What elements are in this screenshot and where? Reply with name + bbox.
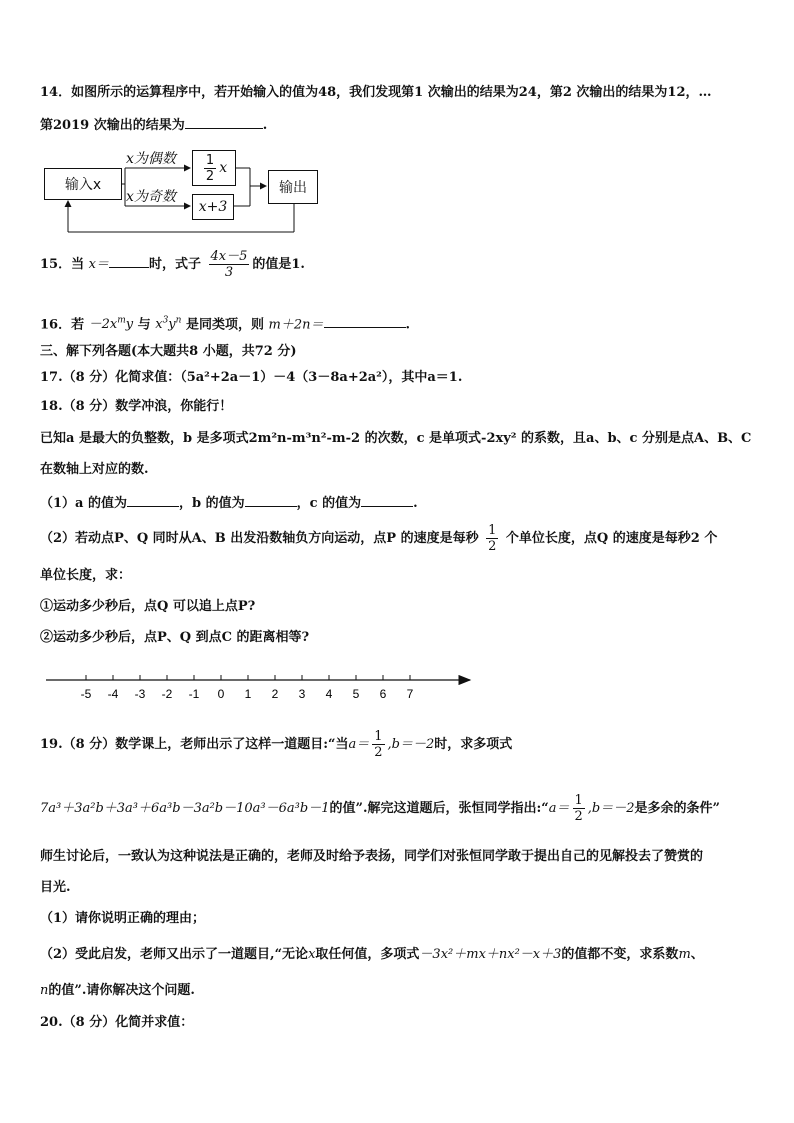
q18-c-blank[interactable] bbox=[361, 494, 413, 507]
flow-output-label: 输出 bbox=[279, 180, 307, 196]
q18-part2-line2: 单位长度，求： bbox=[40, 568, 132, 583]
q19-b-eq: ,b＝－2 bbox=[387, 737, 435, 752]
q18-line1: 已知a 是最大的负整数，b 是多项式2m²n-m³n²-m-2 的次数，c 是单项式-2xy² 的系数，且a、b、c 分别是点A、B、C bbox=[40, 431, 752, 446]
q16-pre: 16．若 bbox=[40, 317, 85, 333]
q18-line2: 在数轴上对应的数. bbox=[40, 462, 149, 477]
number-line-tick-label: -1 bbox=[188, 687, 200, 701]
flow-half-box bbox=[192, 150, 236, 186]
q19-p2-x: x bbox=[308, 947, 316, 962]
q19-a-eq: a＝ bbox=[348, 737, 370, 752]
q15-fraction bbox=[209, 249, 250, 280]
q16-term1: $-2x^my$ bbox=[88, 316, 134, 333]
q19-line2-b: ,b＝－2 bbox=[587, 801, 635, 816]
q16-answer-blank[interactable] bbox=[324, 315, 406, 328]
q16-expr: m＋2n＝ bbox=[268, 317, 324, 333]
number-line-tick-label: 4 bbox=[325, 687, 333, 701]
q16-term2: $x^3y^n$ bbox=[155, 316, 182, 333]
q16-mid: 与 bbox=[137, 317, 151, 333]
q19-p2-end: 的值”.请你解决这个问题. bbox=[48, 983, 195, 998]
number-line-tick-label: 2 bbox=[271, 687, 279, 701]
q19-line3: 师生讨论后，一致认为这种说法是正确的，老师及时给予表扬，同学们对张恒同学敢于提出自己的见解投去了赞赏的 bbox=[40, 849, 704, 864]
q18-p2-den: 2 bbox=[488, 539, 497, 554]
q19-part1: （1）请你说明正确的理由； bbox=[40, 911, 206, 926]
q15-mid: 时，式子 bbox=[148, 257, 201, 272]
number-line-tick-label: 1 bbox=[244, 687, 252, 701]
q19-p2-pre: （2）受此启发，老师又出示了一道题目,“无论 bbox=[40, 947, 309, 962]
q18-part1 bbox=[40, 494, 418, 513]
q19-line2-a: a＝ bbox=[548, 801, 570, 816]
q15-frac-den: 3 bbox=[224, 265, 234, 280]
q14-line1: 14．如图所示的运算程序中，若开始输入的值为48，我们发现第1 次输出的结果为24，第2 次输出的结果为12，… bbox=[40, 85, 712, 100]
q19-line1 bbox=[40, 728, 512, 762]
flow-even-label: x为偶数 bbox=[126, 151, 176, 167]
number-line-tick-label: 6 bbox=[379, 687, 387, 701]
q14-end: . bbox=[262, 118, 268, 133]
q15 bbox=[40, 248, 305, 282]
q19-half-fraction: $\frac{1}{2}$ bbox=[374, 729, 383, 760]
q18-p1-a-label: （1）a 的值为 bbox=[40, 496, 127, 511]
q14-line2 bbox=[40, 116, 267, 135]
section3-heading: 三、解下列各题(本大题共8 小题，共72 分) bbox=[40, 344, 297, 359]
q15-answer-blank[interactable] bbox=[109, 255, 149, 268]
q18-sub1: ①运动多少秒后，点Q 可以追上点P? bbox=[40, 599, 256, 614]
q16-mid2: 是同类项，则 bbox=[185, 317, 264, 333]
q15-var: x＝ bbox=[88, 257, 109, 272]
flow-add3-box bbox=[192, 194, 234, 220]
number-line-tick-label: 3 bbox=[298, 687, 306, 701]
q20: 20.（8 分）化简并求值： bbox=[40, 1015, 194, 1030]
flow-half-var: x bbox=[219, 160, 228, 176]
q18-b-blank[interactable] bbox=[245, 494, 297, 507]
q19-p2-poly: －3x²＋mx＋nx²－x＋3 bbox=[419, 947, 562, 962]
flow-odd-label: x为奇数 bbox=[126, 189, 176, 205]
flow-input-box bbox=[44, 168, 122, 200]
flow-half-den: 2 bbox=[205, 168, 215, 184]
flow-input-label: 输入x bbox=[64, 177, 102, 193]
q18-title: 18.（8 分）数学冲浪，你能行！ bbox=[40, 399, 233, 414]
q19-line1-pre: 19.（8 分）数学课上，老师出示了这样一道题目:“当 bbox=[40, 737, 349, 752]
q17: 17.（8 分）化简求值：（5a²+2a－1）－4（3－8a+2a²），其中a＝1. bbox=[40, 370, 463, 385]
q15-frac-num: 4x－5 bbox=[210, 249, 248, 264]
number-line-tick-label: -4 bbox=[107, 687, 119, 701]
number-line-tick-label: 7 bbox=[406, 687, 414, 701]
number-line-tick-label: 0 bbox=[217, 687, 225, 701]
q19-p2-mid: 取任何值，多项式 bbox=[315, 947, 420, 962]
q19-p2-m: m bbox=[678, 947, 691, 962]
q18-a-blank[interactable] bbox=[127, 494, 179, 507]
q16 bbox=[40, 312, 410, 334]
flowchart bbox=[40, 148, 330, 240]
flow-output-box bbox=[268, 170, 318, 204]
number-line-tick-label: -5 bbox=[80, 687, 92, 701]
q14-line2-text: 第2019 次输出的结果为 bbox=[40, 118, 185, 133]
q15-pre: 15．当 bbox=[40, 257, 85, 272]
q18-p1-b-label: ，b 的值为 bbox=[179, 496, 245, 511]
q18-p2-pre: （2）若动点P、Q 同时从A、B 出发沿数轴负方向运动，点P 的速度是每秒 bbox=[40, 531, 479, 546]
q18-sub2: ②运动多少秒后，点P、Q 到点C 的距离相等? bbox=[40, 630, 310, 645]
q14-answer-blank[interactable] bbox=[185, 116, 263, 129]
q18-p1-c-label: ，c 的值为 bbox=[296, 496, 362, 511]
q19-line2-end: 是多余的条件” bbox=[634, 801, 721, 816]
number-line-tick-label: 5 bbox=[352, 687, 360, 701]
number-line-tick-label: -2 bbox=[161, 687, 173, 701]
q19-part2 bbox=[40, 946, 704, 964]
flow-add3-label: x+3 bbox=[198, 199, 228, 215]
q18-p2-fraction bbox=[486, 523, 498, 554]
number-line-tick-label: -3 bbox=[134, 687, 146, 701]
q18-p1-end: . bbox=[413, 496, 418, 511]
flow-half-fraction bbox=[204, 153, 216, 184]
q19-line2-fraction: $\frac{1}{2}$ bbox=[574, 793, 583, 824]
number-line bbox=[40, 668, 480, 708]
q19-p2-sep: 、 bbox=[690, 947, 704, 962]
q18-part2 bbox=[40, 522, 717, 556]
flow-half-num: 1 bbox=[205, 152, 215, 168]
q19-p2-post: 的值都不变，求系数 bbox=[561, 947, 679, 962]
q19-line2-mid: 的值”.解完这道题后，张恒同学指出:“ bbox=[329, 801, 549, 816]
q19-p2-n: n bbox=[40, 983, 49, 998]
q19-line1-post: 时，求多项式 bbox=[434, 737, 513, 752]
q19-part2-line2 bbox=[40, 982, 195, 1000]
q19-line4: 目光. bbox=[40, 880, 71, 895]
q19-line2 bbox=[40, 792, 720, 826]
q15-post: 的值是1. bbox=[252, 257, 305, 272]
q18-p2-num: 1 bbox=[488, 523, 497, 538]
q18-p2-post: 个单位长度，点Q 的速度是每秒2 个 bbox=[505, 531, 718, 546]
q19-polynomial: 7a³＋3a²b＋3a³＋6a³b－3a²b－10a³－6a³b－1 bbox=[40, 801, 330, 816]
q16-end: . bbox=[405, 317, 411, 333]
